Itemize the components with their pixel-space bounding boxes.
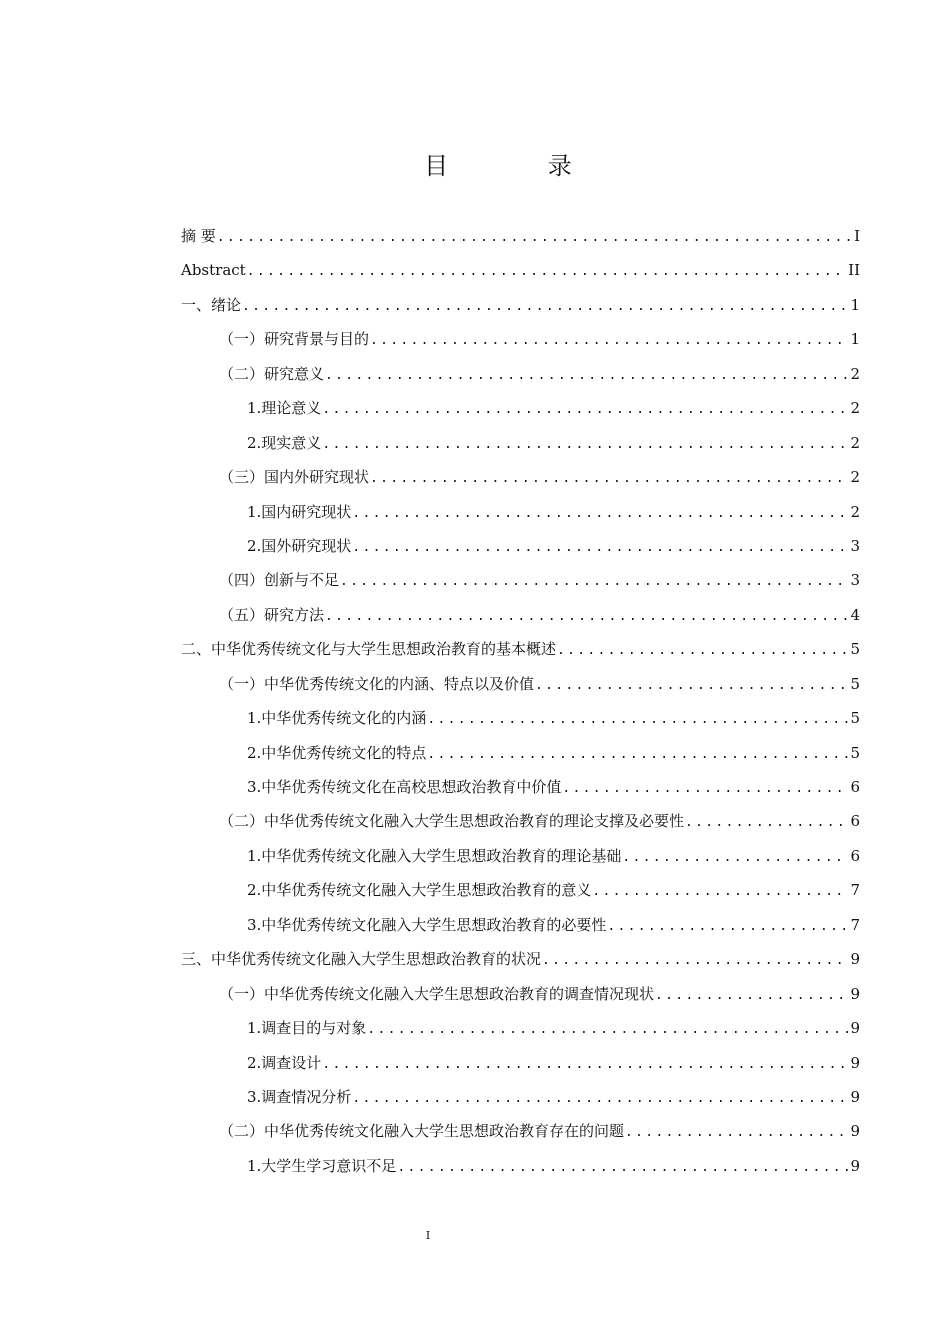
toc-entry[interactable] — [181, 467, 860, 501]
toc-entry[interactable] — [181, 570, 860, 604]
toc-entry-page-number: 3 — [850, 571, 860, 590]
toc-dot-leader — [557, 641, 848, 661]
toc-entry[interactable] — [181, 329, 860, 363]
toc-entry-page-number: I — [854, 227, 860, 245]
toc-entry-title: （二）中华优秀传统文化融入大学生思想政治教育存在的问题 — [219, 1122, 625, 1141]
toc-entry[interactable] — [181, 674, 860, 708]
toc-dot-leader — [397, 1158, 848, 1178]
toc-dot-leader — [352, 538, 848, 558]
toc-entry[interactable] — [181, 708, 860, 742]
toc-entry-title: （一）中华优秀传统文化融入大学生思想政治教育的调查情况现状 — [219, 984, 655, 1003]
toc-entry-title: 1.调查目的与对象 — [247, 1019, 367, 1038]
toc-dot-leader — [655, 986, 848, 1006]
toc-entry[interactable] — [181, 398, 860, 432]
toc-dot-leader — [322, 400, 848, 420]
toc-entry[interactable] — [181, 915, 860, 949]
toc-entry-title: Abstract — [181, 261, 246, 280]
toc-entry-page-number: 7 — [850, 881, 860, 900]
toc-dot-leader — [685, 813, 848, 833]
toc-dot-leader — [622, 848, 848, 868]
toc-entry-title: 2.中华优秀传统文化融入大学生思想政治教育的意义 — [247, 881, 592, 900]
toc-entry-page-number: 5 — [850, 674, 860, 693]
toc-entry[interactable] — [181, 984, 860, 1018]
toc-dot-leader — [352, 504, 848, 524]
toc-entry-title: （五）研究方法 — [219, 605, 325, 624]
table-of-contents — [181, 226, 860, 1190]
toc-entry-page-number: 2 — [850, 468, 860, 487]
toc-entry-title: 1.理论意义 — [247, 399, 322, 418]
toc-dot-leader — [352, 1089, 848, 1109]
toc-entry-page-number: 2 — [850, 364, 860, 383]
toc-entry[interactable] — [181, 1053, 860, 1087]
toc-dot-leader — [322, 1055, 848, 1075]
toc-dot-leader — [535, 676, 848, 696]
toc-entry[interactable] — [181, 1156, 860, 1190]
toc-entry-page-number: 2 — [850, 399, 860, 418]
toc-dot-leader — [562, 779, 848, 799]
toc-entry-title: （二）研究意义 — [219, 364, 325, 383]
toc-dot-leader — [325, 607, 848, 627]
toc-entry-page-number: 5 — [850, 743, 860, 762]
toc-entry-page-number: 5 — [850, 640, 860, 659]
toc-entry-title: 摘 要 — [181, 227, 216, 245]
toc-entry-title: （三）国内外研究现状 — [219, 468, 370, 487]
toc-entry-title: 1.国内研究现状 — [247, 502, 352, 521]
toc-dot-leader — [322, 435, 848, 455]
toc-entry-title: 三、中华优秀传统文化融入大学生思想政治教育的状况 — [181, 950, 542, 969]
toc-entry[interactable] — [181, 433, 860, 467]
toc-dot-leader — [625, 1123, 848, 1143]
toc-dot-leader — [370, 331, 848, 351]
toc-entry[interactable] — [181, 260, 860, 294]
toc-dot-leader — [592, 882, 848, 902]
toc-dot-leader — [367, 1020, 848, 1040]
toc-dot-leader — [247, 262, 846, 282]
toc-entry-title: 2.调查设计 — [247, 1053, 322, 1072]
toc-entry-title: （一）研究背景与目的 — [219, 330, 370, 349]
toc-entry[interactable] — [181, 605, 860, 639]
toc-entry-page-number: 3 — [850, 536, 860, 555]
toc-entry-page-number: 9 — [850, 984, 860, 1003]
toc-entry-page-number: 9 — [850, 1122, 860, 1141]
toc-entry-title: 2.中华优秀传统文化的特点 — [247, 743, 427, 762]
toc-entry-title: 二、中华优秀传统文化与大学生思想政治教育的基本概述 — [181, 640, 557, 659]
toc-entry-page-number: 1 — [850, 330, 860, 349]
toc-dot-leader — [370, 469, 848, 489]
toc-entry-title: 2.国外研究现状 — [247, 536, 352, 555]
toc-entry-page-number: 6 — [850, 778, 860, 796]
toc-entry-title: （一）中华优秀传统文化的内涵、特点以及价值 — [219, 674, 535, 693]
toc-entry-title: 一、绪论 — [181, 295, 242, 314]
toc-entry-page-number: 5 — [850, 709, 860, 728]
toc-entry-title: （二）中华优秀传统文化融入大学生思想政治教育的理论支撑及必要性 — [219, 812, 685, 831]
toc-dot-leader — [325, 366, 848, 386]
toc-entry-page-number: 1 — [850, 295, 860, 314]
toc-entry-page-number: 2 — [850, 502, 860, 521]
toc-entry-title: （四）创新与不足 — [219, 571, 340, 590]
footer-page-number: I — [425, 1229, 431, 1242]
toc-entry-title: 3.中华优秀传统文化在高校思想政治教育中价值 — [247, 778, 562, 796]
toc-entry[interactable] — [181, 1018, 860, 1052]
toc-entry-page-number: 9 — [850, 950, 860, 969]
toc-dot-leader — [340, 572, 848, 592]
toc-entry[interactable] — [181, 364, 860, 398]
toc-entry-page-number: 9 — [850, 1156, 860, 1175]
toc-entry[interactable] — [181, 846, 860, 880]
page-title: 目 录 — [424, 152, 618, 180]
toc-entry[interactable] — [181, 1121, 860, 1155]
toc-entry-page-number: 6 — [850, 846, 860, 865]
toc-entry[interactable] — [181, 811, 860, 845]
toc-entry[interactable] — [181, 949, 860, 983]
toc-entry-title: 1.中华优秀传统文化的内涵 — [247, 709, 427, 728]
toc-entry[interactable] — [181, 1087, 860, 1121]
toc-entry-page-number: 9 — [850, 1053, 860, 1072]
toc-entry-page-number: 2 — [850, 433, 860, 452]
toc-entry-title: 3.调查情况分析 — [247, 1087, 352, 1106]
toc-entry[interactable] — [181, 777, 860, 811]
toc-entry[interactable] — [181, 743, 860, 777]
toc-entry[interactable] — [181, 880, 860, 914]
toc-entry[interactable] — [181, 226, 860, 260]
toc-entry-page-number: II — [848, 261, 860, 280]
toc-entry[interactable] — [181, 502, 860, 536]
toc-dot-leader — [607, 917, 848, 937]
toc-entry[interactable] — [181, 639, 860, 673]
toc-entry-page-number: 7 — [850, 915, 860, 934]
toc-entry-title: 1.中华优秀传统文化融入大学生思想政治教育的理论基础 — [247, 846, 622, 865]
toc-dot-leader — [542, 951, 848, 971]
toc-dot-leader — [427, 745, 848, 765]
toc-dot-leader — [217, 228, 852, 248]
toc-entry-title: 3.中华优秀传统文化融入大学生思想政治教育的必要性 — [247, 915, 607, 934]
toc-entry-page-number: 4 — [850, 605, 860, 624]
toc-dot-leader — [242, 297, 848, 317]
toc-entry-title: 1.大学生学习意识不足 — [247, 1156, 397, 1175]
toc-entry[interactable] — [181, 536, 860, 570]
toc-entry-title: 2.现实意义 — [247, 433, 322, 452]
toc-entry[interactable] — [181, 295, 860, 329]
toc-entry-page-number: 9 — [850, 1019, 860, 1038]
toc-entry-page-number: 6 — [850, 812, 860, 831]
toc-entry-page-number: 9 — [850, 1087, 860, 1106]
toc-dot-leader — [427, 710, 848, 730]
